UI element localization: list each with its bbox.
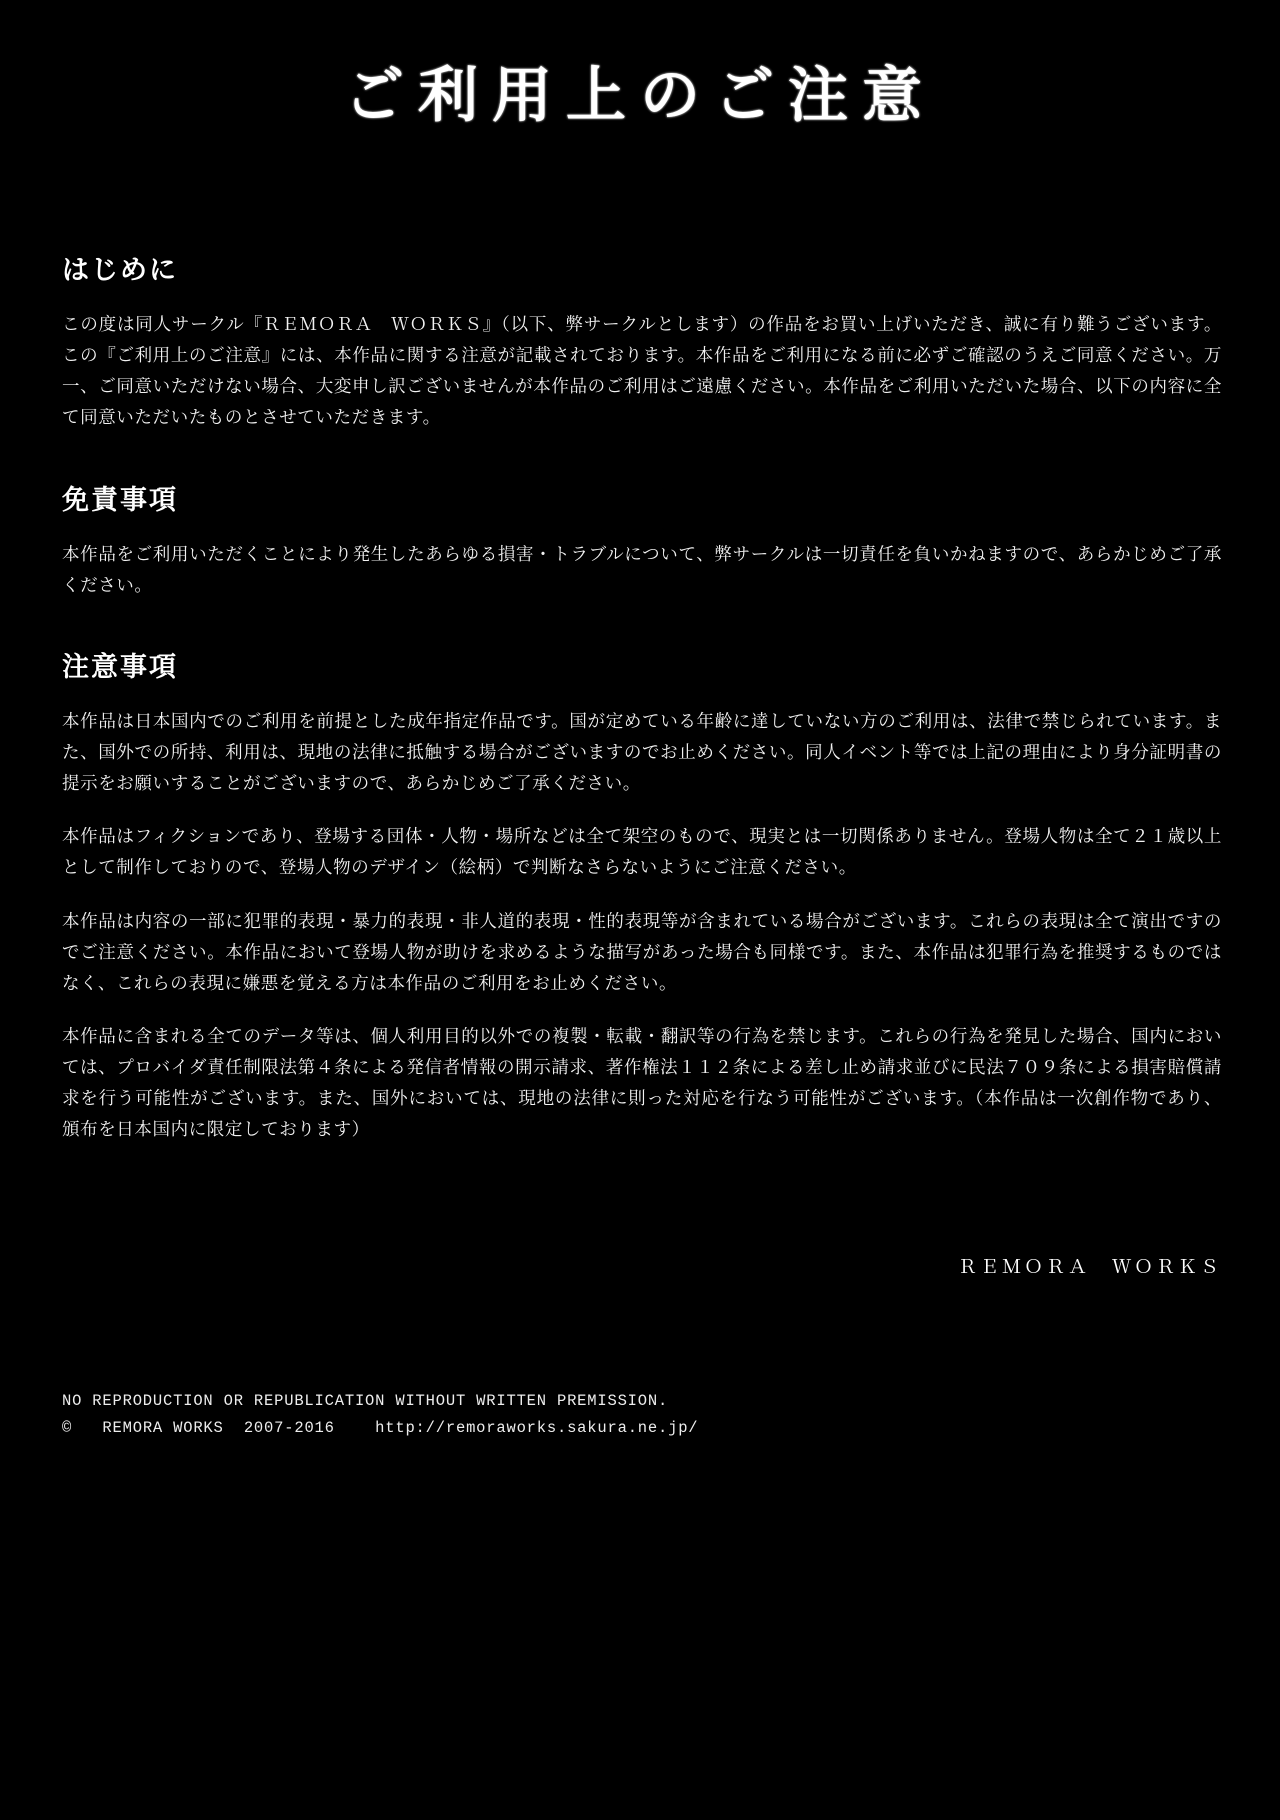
notice-content bbox=[62, 248, 1222, 1190]
section-heading-cautions: 注意事項 bbox=[62, 651, 178, 682]
section-heading-introduction: はじめに bbox=[62, 255, 178, 285]
footer-reproduction-notice: NO REPRODUCTION OR REPUBLICATION WITHOUT WRITTEN PREMISSION. bbox=[62, 1392, 669, 1410]
section-paragraph: この度は同人サークル『ＲＥＭＯＲＡ ＷＯＲＫＳ』（以下、弊サークルとします）の作品をお買い上げいただき、誠に有り難うございます。この『ご利用上のご注意』には、本作品に関する注意が記載されております。本作品をご利用になる前に必ずご確認のうえご同意ください。万一、ご同意いただけない場合、大変申し訳ございませんが本作品のご利用はご遠慮ください。本作品をご利用いただいた場合、以下の内容に全て同意いただいたものとさせていただきます。 bbox=[62, 314, 1222, 428]
footer-copyright-line bbox=[62, 1415, 1222, 1442]
footer-legal bbox=[62, 1388, 1222, 1442]
section-paragraph: 本作品は内容の一部に犯罪的表現・暴力的表現・非人道的表現・性的表現等が含まれている場合がございます。これらの表現は全て演出ですのでご注意ください。本作品において登場人物が助けを求めるような描写があった場合も同様です。また、本作品は犯罪行為を推奨するものではなく、これらの表現に嫌悪を覚える方は本作品のご利用をお止めください。 bbox=[62, 910, 1222, 993]
page-title: ご利用上のご注意 bbox=[344, 63, 936, 129]
section-paragraph: 本作品はフィクションであり、登場する団体・人物・場所などは全て架空のもので、現実とは一切関係ありません。登場人物は全て２１歳以上として制作しておりので、登場人物のデザイン（絵柄）で判断なさらないようにご注意ください。 bbox=[62, 826, 1222, 878]
section-heading-disclaimer: 免責事項 bbox=[62, 484, 178, 515]
circle-signature: ＲＥＭＯＲＡ ＷＯＲＫＳ bbox=[957, 1257, 1222, 1278]
section-paragraph: 本作品をご利用いただくことにより発生したあらゆる損害・トラブルについて、弊サークルは一切責任を負いかねますので、あらかじめご了承ください。 bbox=[62, 543, 1222, 595]
footer-copyright-text: REMORA WORKS 2007-2016 http://remoraworks.sakura.ne.jp/ bbox=[72, 1419, 699, 1438]
copyright-icon: © bbox=[62, 1419, 73, 1438]
section-introduction bbox=[62, 248, 1222, 434]
section-disclaimer bbox=[62, 478, 1222, 601]
section-cautions bbox=[62, 645, 1222, 1146]
section-paragraph: 本作品に含まれる全てのデータ等は、個人利用目的以外での複製・転載・翻訳等の行為を禁じます。これらの行為を発見した場合、国内においては、プロバイダ責任制限法第４条による発信者情報の開示請求、著作権法１１２条による差し止め請求並びに民法７０９条による損害賠償請求を行う可能性がございます。また、国外においては、現地の法律に則った対応を行なう可能性がございます。（本作品は一次創作物であり、頒布を日本国内に限定しております） bbox=[62, 1025, 1222, 1140]
section-paragraph: 本作品は日本国内でのご利用を前提とした成年指定作品です。国が定めている年齢に達していない方のご利用は、法律で禁じられています。また、国外での所持、利用は、現地の法律に抵触する場合がございますのでお止めください。同人イベント等では上記の理由により身分証明書の提示をお願いすることがございますので、あらかじめご了承ください。 bbox=[62, 710, 1222, 794]
